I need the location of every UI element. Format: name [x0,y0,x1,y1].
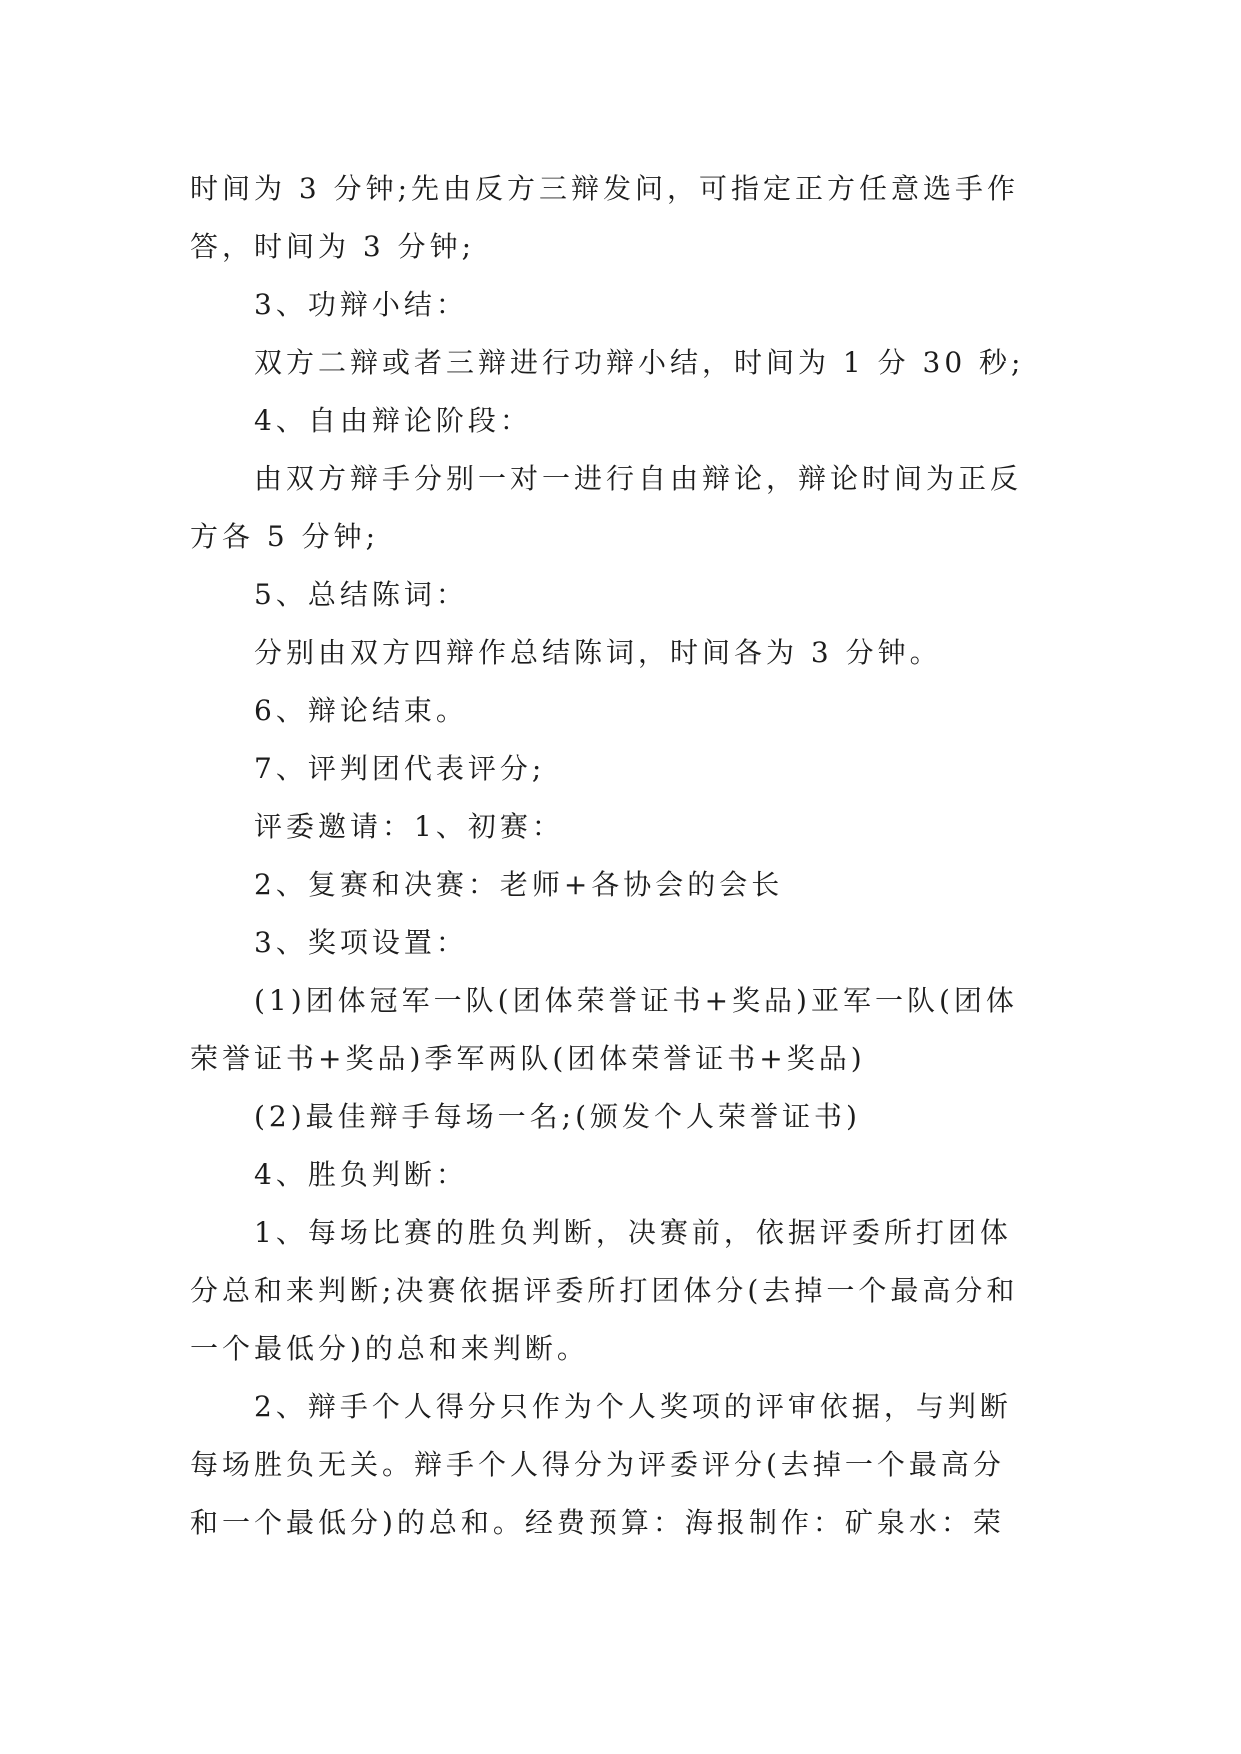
section-heading: 6、辩论结束。 [254,694,468,727]
text-line: 1、每场比赛的胜负判断，决赛前，依据评委所打团体 [254,1216,1012,1249]
text-line: (2)最佳辩手每场一名;(颁发个人荣誉证书) [254,1100,861,1133]
section-heading: 3、功辩小结： [254,288,468,321]
text-line: 分别由双方四辩作总结陈词，时间各为 3 分钟。 [254,636,942,669]
text-line: 每场胜负无关。辩手个人得分为评委评分(去掉一个最高分 [190,1448,1005,1481]
text-line: 2、辩手个人得分只作为个人奖项的评审依据，与判断 [254,1390,1012,1423]
text-line: 由双方辩手分别一对一进行自由辩论，辩论时间为正反 [254,462,1023,495]
section-heading: 3、奖项设置： [254,926,468,959]
section-heading: 4、胜负判断： [254,1158,468,1191]
text-line: 答，时间为 3 分钟; [190,230,476,263]
document-body [190,160,1050,1552]
text-line: (1)团体冠军一队(团体荣誉证书+奖品)亚军一队(团体 [254,984,1018,1017]
text-line: 一个最低分)的总和来判断。 [190,1332,589,1365]
text-line: 荣誉证书+奖品)季军两队(团体荣誉证书+奖品) [190,1042,866,1075]
text-line: 分总和来判断;决赛依据评委所打团体分(去掉一个最高分和 [190,1274,1019,1307]
text-line: 双方二辩或者三辩进行功辩小结，时间为 1 分 30 秒; [254,346,1025,379]
text-line: 评委邀请：1、初赛： [254,810,564,843]
section-heading: 7、评判团代表评分; [254,752,546,785]
section-heading: 4、自由辩论阶段： [254,404,532,437]
text-line: 时间为 3 分钟;先由反方三辩发问，可指定正方任意选手作 [190,172,1020,205]
text-line: 2、复赛和决赛：老师+各协会的会长 [254,868,784,901]
text-line: 和一个最低分)的总和。经费预算：海报制作：矿泉水：荣 [190,1506,1005,1539]
section-heading: 5、总结陈词： [254,578,468,611]
text-line: 方各 5 分钟; [190,520,380,553]
